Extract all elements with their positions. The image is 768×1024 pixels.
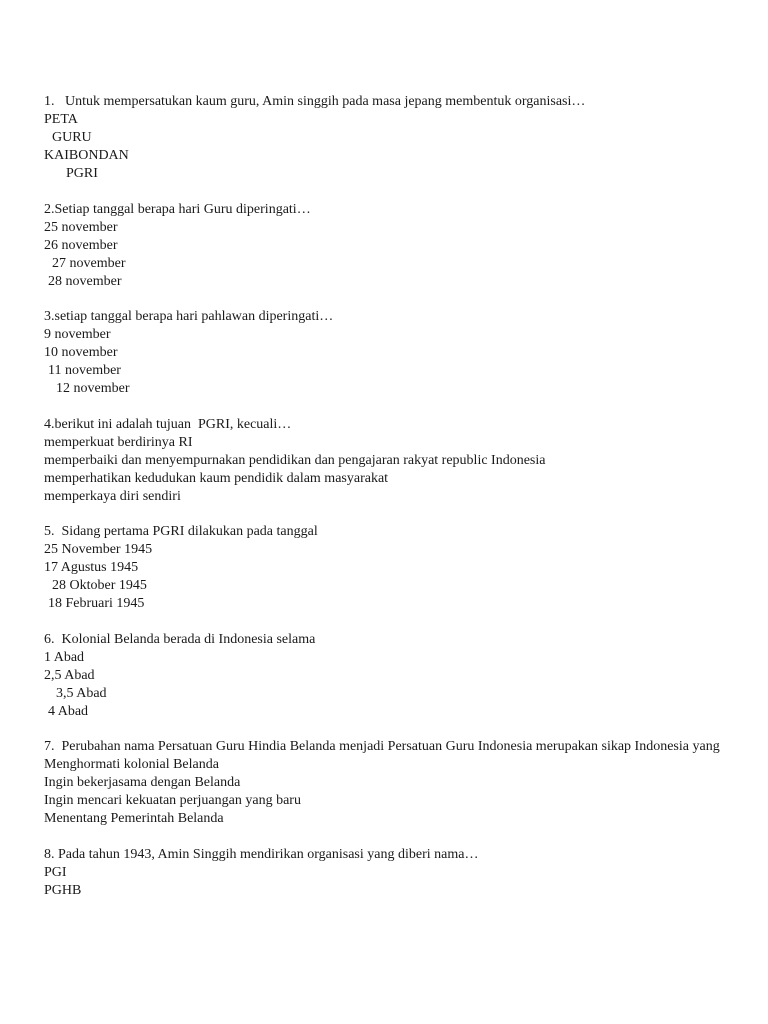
answer-option: 9 november	[44, 327, 111, 342]
answer-option: memperbaiki dan menyempurnakan pendidikan dan pengajaran rakyat republic Indonesia	[44, 452, 546, 468]
question-text: 4.berikut ini adalah tujuan PGRI, kecuali…	[44, 416, 292, 432]
question-text: 6. Kolonial Belanda berada di Indonesia selama	[44, 631, 316, 647]
answer-option: memperkuat berdirinya RI	[44, 434, 193, 450]
answer-option: Menentang Pemerintah Belanda	[44, 811, 224, 826]
question-text: 2.Setiap tanggal berapa hari Guru diperingati…	[44, 201, 311, 217]
question-text: 3.setiap tanggal berapa hari pahlawan diperingati…	[44, 309, 334, 324]
question-text: 7. Perubahan nama Persatuan Guru Hindia Belanda menjadi Persatuan Guru Indonesia merupakan sikap Indonesia yang	[44, 739, 720, 754]
answer-option: GURU	[52, 130, 92, 145]
answer-option: KAIBONDAN	[44, 148, 129, 163]
answer-option: 11 november	[48, 363, 121, 378]
answer-option: 26 november	[44, 237, 118, 253]
answer-option: 2,5 Abad	[44, 667, 95, 683]
question-block	[44, 846, 748, 900]
answer-option: PGRI	[66, 166, 98, 181]
question-text: 1. Untuk mempersatukan kaum guru, Amin singgih pada masa jepang membentuk organisasi…	[44, 94, 586, 109]
answer-option: PETA	[44, 112, 78, 127]
question-block	[44, 738, 748, 828]
answer-option: memperhatikan kedudukan kaum pendidik dalam masyarakat	[44, 470, 389, 486]
answer-option: 18 Februari 1945	[48, 596, 145, 611]
answer-option: PGI	[44, 864, 67, 880]
answer-option: Ingin bekerjasama dengan Belanda	[44, 775, 241, 790]
answer-option: 28 november	[48, 273, 122, 289]
answer-option: memperkaya diri sendiri	[44, 488, 181, 504]
answer-option: PGHB	[44, 882, 82, 898]
answer-option: 25 november	[44, 219, 118, 235]
question-text: 8. Pada tahun 1943, Amin Singgih mendirikan organisasi yang diberi nama…	[44, 846, 479, 862]
question-block	[44, 631, 748, 721]
question-block	[44, 93, 748, 183]
question-text: 5. Sidang pertama PGRI dilakukan pada tanggal	[44, 524, 318, 539]
answer-option: 1 Abad	[44, 649, 85, 665]
question-block	[44, 523, 748, 613]
question-block	[44, 308, 748, 398]
question-list	[44, 93, 748, 900]
answer-option: 28 Oktober 1945	[52, 578, 147, 593]
answer-option: 4 Abad	[48, 703, 89, 719]
question-block	[44, 416, 748, 506]
answer-option: 27 november	[52, 255, 126, 271]
answer-option: 10 november	[44, 345, 118, 360]
answer-option: 25 November 1945	[44, 542, 153, 557]
answer-option: 17 Agustus 1945	[44, 560, 139, 575]
answer-option: 3,5 Abad	[56, 685, 107, 701]
answer-option: Menghormati kolonial Belanda	[44, 757, 219, 772]
question-block	[44, 201, 748, 291]
answer-option: 12 november	[56, 381, 130, 396]
answer-option: Ingin mencari kekuatan perjuangan yang baru	[44, 793, 301, 808]
